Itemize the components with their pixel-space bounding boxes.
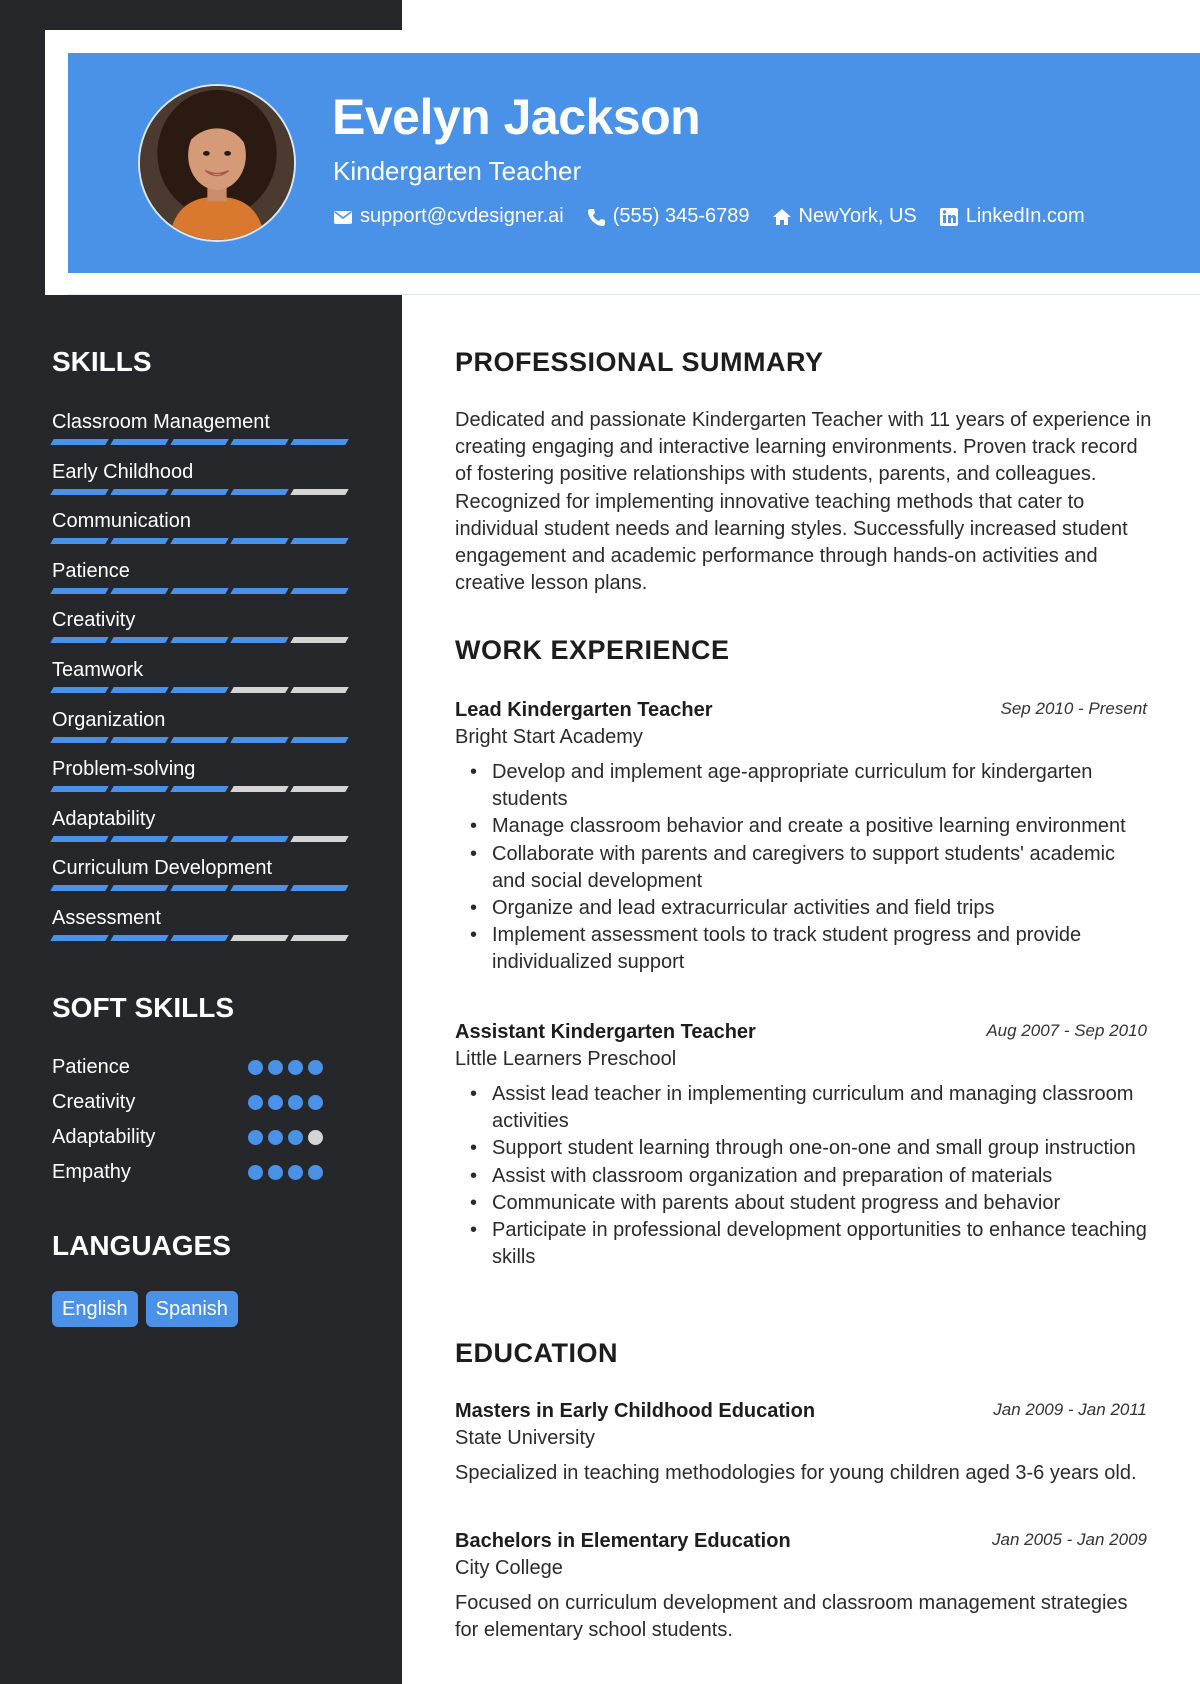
skill-name: Assessment: [52, 906, 161, 929]
soft-skill-name: Creativity: [52, 1091, 136, 1113]
soft-skills-heading: SOFT SKILLS: [52, 992, 234, 1023]
education-heading: EDUCATION: [455, 1338, 618, 1368]
responsibility-list: [455, 1081, 1147, 1271]
responsibility-list: [455, 759, 1147, 977]
soft-skill-name: Empathy: [52, 1161, 131, 1183]
summary-text: Dedicated and passionate Kindergarten Teacher with 11 years of experience in creating engaging and interactive learning environments. Proven track record of fostering positive relationships with students, parents, and colleagues. Recognized for implementing innovative teaching methods that cater to individual student needs and learning styles. Successfully increased student engagement and academic performance through hands-on activities and creative lesson plans.: [455, 409, 1152, 595]
degree-name: Masters in Early Childhood Education: [455, 1400, 816, 1422]
responsibility-item: • Assist with classroom organization and preparation of materials: [455, 1163, 1147, 1190]
soft-skill-item: [52, 1157, 352, 1192]
contact-email-text: support@cvdesigner.ai: [360, 205, 564, 227]
soft-skill-item: [52, 1087, 352, 1122]
responsibility-item: • Organize and lead extracurricular activities and field trips: [455, 895, 1147, 922]
skills-list: [52, 407, 352, 953]
skill-level-bar: [52, 836, 352, 842]
skill-level-segment: [290, 836, 348, 842]
soft-skill-dot: [288, 1130, 303, 1145]
skill-level-segment: [110, 836, 168, 842]
skill-level-segment: [230, 588, 288, 594]
language-badge: English: [52, 1291, 138, 1327]
soft-skill-dot: [248, 1165, 263, 1180]
skill-level-segment: [170, 588, 228, 594]
header-divider: [68, 294, 1200, 295]
skill-level-segment: [230, 489, 288, 495]
skill-level-segment: [50, 836, 108, 842]
job-dates: Sep 2010 - Present: [1000, 699, 1147, 718]
skill-level-segment: [110, 885, 168, 891]
skill-name: Curriculum Development: [52, 857, 273, 880]
skill-level-bar: [52, 489, 352, 495]
job-dates: Aug 2007 - Sep 2010: [986, 1021, 1147, 1040]
soft-skill-dot: [268, 1060, 283, 1075]
skill-level-segment: [110, 687, 168, 693]
employer-name: Bright Start Academy: [455, 726, 643, 748]
skill-level-segment: [50, 737, 108, 743]
languages-list: [52, 1291, 238, 1327]
candidate-name: Evelyn Jackson: [332, 89, 701, 145]
skill-level-segment: [50, 489, 108, 495]
skill-level-segment: [170, 439, 228, 445]
skill-level-segment: [290, 588, 348, 594]
skill-item: [52, 605, 352, 655]
language-badge: Spanish: [146, 1291, 238, 1327]
soft-skill-dot: [268, 1165, 283, 1180]
skill-level-bar: [52, 588, 352, 594]
degree-name: Bachelors in Elementary Education: [455, 1530, 791, 1552]
skill-level-segment: [230, 737, 288, 743]
skill-level-bar: [52, 885, 352, 891]
skill-level-segment: [50, 885, 108, 891]
skill-level-segment: [290, 737, 348, 743]
skill-level-segment: [110, 786, 168, 792]
skill-name: Adaptability: [52, 807, 156, 830]
summary-heading: PROFESSIONAL SUMMARY: [455, 347, 824, 377]
skill-level-segment: [290, 885, 348, 891]
education-entry: [455, 1528, 1147, 1644]
skill-name: Communication: [52, 510, 191, 533]
skill-item: [52, 407, 352, 457]
skill-level-segment: [230, 836, 288, 842]
soft-skill-dot: [268, 1130, 283, 1145]
skill-level-segment: [170, 737, 228, 743]
contact-location: [772, 205, 917, 228]
soft-skill-dot: [248, 1130, 263, 1145]
skill-level-segment: [50, 637, 108, 643]
skill-item: [52, 804, 352, 854]
skill-level-segment: [50, 687, 108, 693]
skill-level-segment: [290, 935, 348, 941]
soft-skill-dot: [248, 1060, 263, 1075]
skill-name: Teamwork: [52, 658, 144, 681]
experience-heading: WORK EXPERIENCE: [455, 635, 730, 665]
contact-linkedin[interactable]: [939, 205, 1085, 228]
responsibility-item: • Assist lead teacher in implementing curriculum and managing classroom activities: [455, 1081, 1147, 1135]
soft-skill-dot: [248, 1095, 263, 1110]
education-description: Specialized in teaching methodologies for young children aged 3-6 years old.: [455, 1462, 1137, 1484]
skill-level-segment: [110, 637, 168, 643]
skill-level-segment: [290, 786, 348, 792]
skill-level-segment: [50, 588, 108, 594]
skill-level-segment: [170, 687, 228, 693]
skill-level-segment: [50, 538, 108, 544]
languages-heading: LANGUAGES: [52, 1230, 231, 1261]
skill-item: [52, 556, 352, 606]
entry-header: [455, 1019, 1147, 1046]
contact-email[interactable]: [333, 205, 564, 228]
skill-level-segment: [230, 885, 288, 891]
skill-name: Early Childhood: [52, 460, 194, 483]
skill-level-segment: [230, 538, 288, 544]
soft-skill-dots: [248, 1165, 323, 1180]
skill-level-segment: [170, 935, 228, 941]
job-title: Kindergarten Teacher: [333, 156, 582, 186]
contact-linkedin-text: LinkedIn.com: [965, 205, 1085, 227]
skill-level-segment: [170, 836, 228, 842]
skill-level-segment: [230, 439, 288, 445]
soft-skill-dot: [308, 1165, 323, 1180]
contact-phone[interactable]: [586, 205, 750, 228]
skills-heading: SKILLS: [52, 346, 152, 377]
job-role: Assistant Kindergarten Teacher: [455, 1021, 756, 1043]
school-name: City College: [455, 1557, 563, 1579]
skill-name: Classroom Management: [52, 411, 270, 433]
education-entry: [455, 1398, 1147, 1487]
phone-icon: [586, 207, 606, 227]
soft-skill-name: Adaptability: [52, 1126, 156, 1148]
experience-entry: [455, 1019, 1147, 1271]
skill-level-segment: [230, 786, 288, 792]
education-dates: Jan 2005 - Jan 2009: [991, 1530, 1147, 1549]
skill-level-bar: [52, 935, 352, 941]
responsibility-item: • Implement assessment tools to track student progress and provide individualized support: [455, 922, 1147, 976]
skill-level-bar: [52, 439, 352, 445]
skill-level-segment: [290, 489, 348, 495]
employer-name: Little Learners Preschool: [455, 1048, 677, 1070]
skill-level-segment: [170, 637, 228, 643]
skill-level-segment: [230, 687, 288, 693]
soft-skill-item: [52, 1122, 352, 1157]
education-dates: Jan 2009 - Jan 2011: [993, 1400, 1147, 1419]
entry-header: [455, 1398, 1147, 1425]
skill-level-segment: [110, 439, 168, 445]
responsibility-item: • Collaborate with parents and caregivers to support students' academic and social development: [455, 841, 1147, 895]
skill-level-segment: [290, 538, 348, 544]
skill-level-segment: [110, 538, 168, 544]
skill-level-bar: [52, 538, 352, 544]
responsibility-item: • Develop and implement age-appropriate curriculum for kindergarten students: [455, 759, 1147, 813]
skill-level-segment: [230, 935, 288, 941]
skill-level-segment: [50, 935, 108, 941]
contact-list: [333, 205, 1085, 228]
responsibility-item: • Communicate with parents about student progress and behavior: [455, 1190, 1147, 1217]
skill-level-segment: [170, 489, 228, 495]
soft-skill-name: Patience: [52, 1056, 130, 1078]
skill-level-segment: [170, 885, 228, 891]
skill-level-segment: [290, 687, 348, 693]
soft-skill-dots: [248, 1130, 323, 1145]
soft-skill-dot: [288, 1165, 303, 1180]
school-name: State University: [455, 1427, 596, 1449]
skill-item: [52, 903, 352, 953]
skill-level-bar: [52, 637, 352, 643]
entry-header: [455, 697, 1147, 724]
skill-level-segment: [170, 786, 228, 792]
soft-skill-dots: [248, 1060, 323, 1075]
soft-skill-dot: [288, 1095, 303, 1110]
skill-item: [52, 457, 352, 507]
skill-name: Patience: [52, 559, 130, 582]
home-icon: [772, 207, 792, 227]
entry-header: [455, 1528, 1147, 1555]
skill-item: [52, 705, 352, 755]
skill-level-segment: [170, 538, 228, 544]
soft-skill-dot: [288, 1060, 303, 1075]
skill-name: Creativity: [52, 609, 136, 632]
skill-item: [52, 754, 352, 804]
skill-level-segment: [50, 439, 108, 445]
skill-level-segment: [230, 637, 288, 643]
education-description: Focused on curriculum development and classroom management strategies for elementary school students.: [455, 1592, 1128, 1642]
skill-level-segment: [290, 637, 348, 643]
responsibility-item: • Support student learning through one-on-one and small group instruction: [455, 1135, 1147, 1162]
skill-name: Organization: [52, 708, 166, 731]
skill-level-segment: [50, 786, 108, 792]
envelope-icon: [333, 207, 353, 227]
job-role: Lead Kindergarten Teacher: [455, 699, 713, 721]
soft-skill-dot: [308, 1095, 323, 1110]
skill-level-segment: [290, 439, 348, 445]
skill-item: [52, 655, 352, 705]
skill-level-segment: [110, 737, 168, 743]
soft-skill-dot: [268, 1095, 283, 1110]
skill-level-bar: [52, 786, 352, 792]
skill-name: Problem-solving: [52, 758, 196, 781]
soft-skill-item: [52, 1052, 352, 1087]
skill-level-bar: [52, 737, 352, 743]
linkedin-icon: [939, 207, 959, 227]
contact-phone-text: (555) 345-6789: [612, 205, 750, 227]
experience-entry: [455, 697, 1147, 977]
soft-skill-dot: [308, 1130, 323, 1145]
responsibility-item: • Manage classroom behavior and create a positive learning environment: [455, 813, 1147, 840]
profile-photo: [138, 84, 296, 242]
skill-level-segment: [110, 588, 168, 594]
skill-level-bar: [52, 687, 352, 693]
contact-location-text: NewYork, US: [798, 205, 917, 227]
soft-skill-dot: [308, 1060, 323, 1075]
skill-item: [52, 853, 352, 903]
soft-skills-list: [52, 1052, 352, 1192]
skill-item: [52, 506, 352, 556]
skill-level-segment: [110, 489, 168, 495]
skill-level-segment: [110, 935, 168, 941]
responsibility-item: • Participate in professional development opportunities to enhance teaching skills: [455, 1217, 1147, 1271]
soft-skill-dots: [248, 1095, 323, 1110]
